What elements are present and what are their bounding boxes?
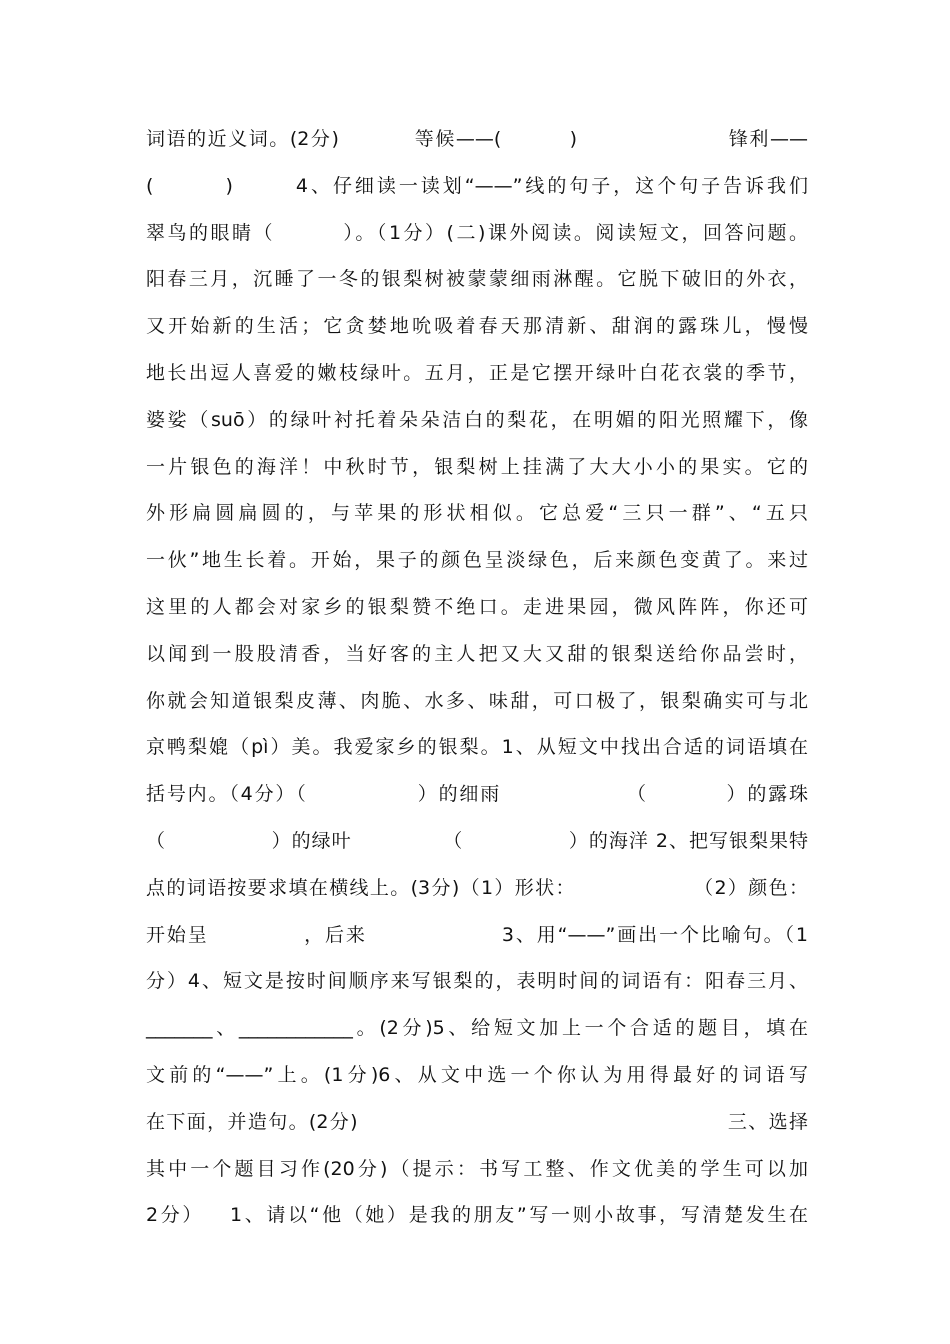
text-line: （ ）的绿叶 （ ）的海洋 2、把写银梨果特 [146, 829, 808, 852]
text-line: 点的词语按要求填在横线上。(3分)（1）形状： （2）颜色： [146, 876, 808, 899]
text-line: 其中一个题目习作(20分)（提示：书写工整、作文优美的学生可以加 [146, 1157, 808, 1180]
text-line: 开始呈 ，后来 3、用“——”画出一个比喻句。（1 [146, 923, 808, 946]
exam-text-block [146, 116, 808, 1239]
text-line: 这里的人都会对家乡的银梨赞不绝口。走进果园，微风阵阵，你还可 [146, 595, 808, 618]
text-line: 以闻到一股股清香，当好客的主人把又大又甜的银梨送给你品尝时， [146, 642, 808, 665]
text-line: 又开始新的生活；它贪婪地吮吸着春天那清新、甜润的露珠儿，慢慢 [146, 315, 808, 338]
text-line: _______、____________。(2分)5、给短文加上一个合适的题目，填在 [146, 1017, 808, 1040]
text-line: 2分） 1、请以“他（她）是我的朋友”写一则小故事，写清楚发生在 [146, 1204, 808, 1227]
text-line: 婆娑（suō）的绿叶衬托着朵朵洁白的梨花，在明媚的阳光照耀下，像 [146, 408, 808, 431]
text-line: 外形扁圆扁圆的，与苹果的形状相似。它总爱“三只一群”、“五只 [146, 502, 808, 525]
text-line: 地长出逗人喜爱的嫩枝绿叶。五月，正是它摆开绿叶白花衣裳的季节， [146, 361, 808, 384]
text-line: 分）4、短文是按时间顺序来写银梨的，表明时间的词语有：阳春三月、 [146, 970, 808, 993]
text-line: 在下面，并造句。(2分) 三、选择 [146, 1110, 808, 1133]
text-line: 阳春三月，沉睡了一冬的银梨树被蒙蒙细雨淋醒。它脱下破旧的外衣， [146, 268, 808, 291]
text-line: 你就会知道银梨皮薄、肉脆、水多、味甜，可口极了，银梨确实可与北 [146, 689, 808, 712]
text-line: 翠鸟的眼睛（ ）。（1分）(二)课外阅读。阅读短文，回答问题。 [146, 221, 808, 244]
text-line: 一伙”地生长着。开始，果子的颜色呈淡绿色，后来颜色变黄了。来过 [146, 549, 808, 572]
text-line: 一片银色的海洋！中秋时节，银梨树上挂满了大大小小的果实。它的 [146, 455, 808, 478]
text-line: ( ) 4、仔细读一读划“——”线的句子，这个句子告诉我们 [146, 174, 808, 197]
text-line: 词语的近义词。(2分) 等候——( ) 锋利—— [146, 128, 808, 150]
text-line: 京鸭梨媲（pì）美。我爱家乡的银梨。1、从短文中找出合适的词语填在 [146, 736, 808, 759]
text-line: 括号内。（4分）（ ）的细雨 （ ）的露珠 [146, 783, 808, 806]
text-line: 文前的“——”上。(1分)6、从文中选一个你认为用得最好的词语写 [146, 1063, 808, 1086]
